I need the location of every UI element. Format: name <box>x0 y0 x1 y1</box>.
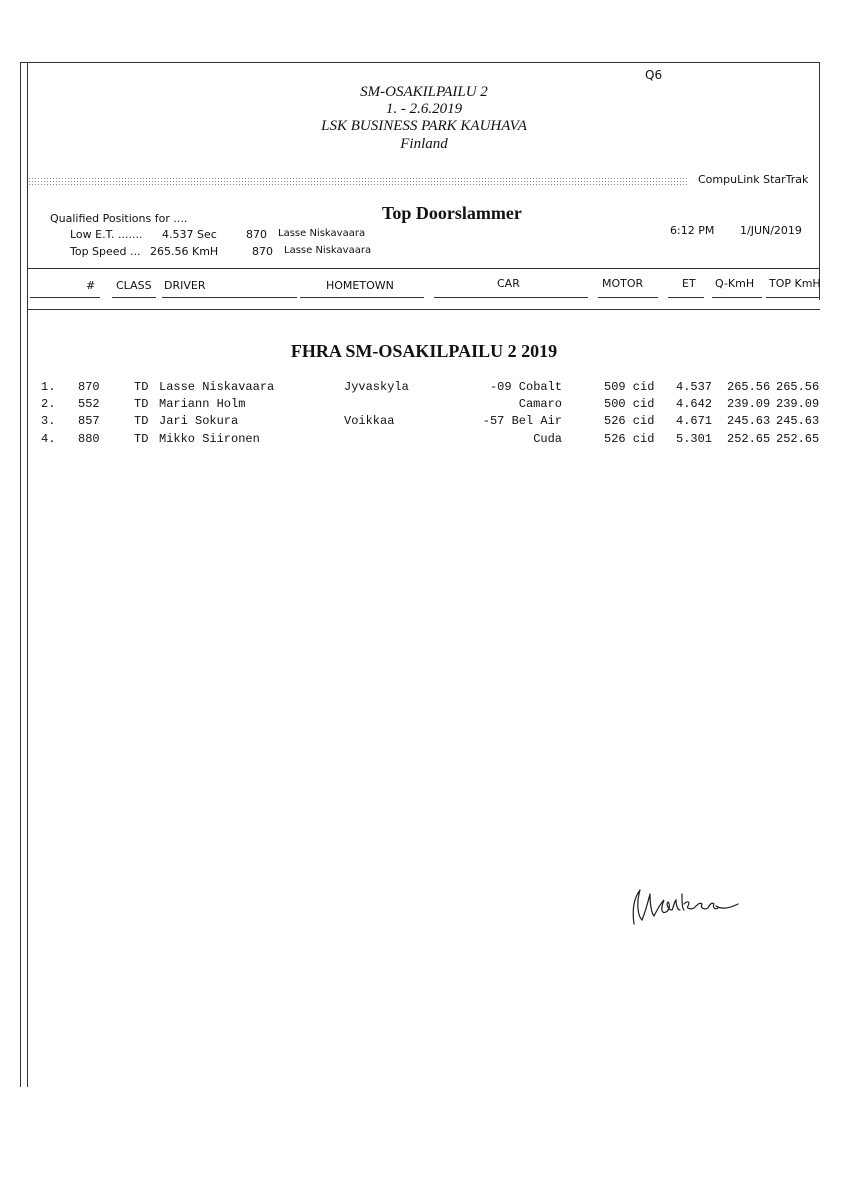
row-car: Camaro <box>518 397 562 411</box>
row-number: 552 <box>78 397 100 411</box>
row-position: 4. <box>41 432 56 446</box>
row-class: TD <box>134 414 149 428</box>
row-motor: 509 cid <box>604 380 655 394</box>
row-topkmh: 245.63 <box>776 414 820 428</box>
row-class: TD <box>134 432 149 446</box>
row-et: 5.301 <box>676 432 713 446</box>
row-driver: Jari Sokura <box>159 414 239 428</box>
row-class: TD <box>134 397 149 411</box>
row-qkmh: 245.63 <box>727 414 771 428</box>
report-date: 1/JUN/2019 <box>740 224 802 237</box>
qualified-heading: Qualified Positions for .... <box>50 212 188 225</box>
col-header-num: # <box>86 279 96 292</box>
row-motor: 500 cid <box>604 397 655 411</box>
col-header-driver: DRIVER <box>164 279 206 292</box>
signature <box>620 880 750 930</box>
row-et: 4.537 <box>676 380 713 394</box>
row-motor: 526 cid <box>604 414 655 428</box>
col-header-class: CLASS <box>116 279 152 292</box>
top-speed-label: Top Speed ... <box>70 245 141 258</box>
row-et: 4.642 <box>676 397 713 411</box>
low-et-value: 4.537 Sec <box>162 228 217 241</box>
row-motor: 526 cid <box>604 432 655 446</box>
row-hometown: Jyvaskyla <box>344 380 409 394</box>
row-number: 857 <box>78 414 100 428</box>
row-driver: Lasse Niskavaara <box>159 380 275 394</box>
report-time: 6:12 PM <box>670 224 715 237</box>
row-position: 1. <box>41 380 56 394</box>
event-venue: LSK BUSINESS PARK KAUHAVA <box>321 118 527 134</box>
col-header-qkmh: Q-KmH <box>715 277 755 290</box>
row-number: 870 <box>78 380 100 394</box>
row-number: 880 <box>78 432 100 446</box>
low-et-driver: Lasse Niskavaara <box>278 228 366 239</box>
row-position: 3. <box>41 414 56 428</box>
row-qkmh: 265.56 <box>727 380 771 394</box>
section-title: FHRA SM-OSAKILPAILU 2 2019 <box>290 341 558 361</box>
col-header-car: CAR <box>497 277 520 290</box>
row-car: -57 Bel Air <box>482 414 562 428</box>
row-qkmh: 239.09 <box>727 397 771 411</box>
event-name: SM-OSAKILPAILU 2 <box>360 84 488 100</box>
row-car: Cuda <box>533 432 562 446</box>
top-speed-number: 870 <box>252 245 273 258</box>
row-class: TD <box>134 380 149 394</box>
event-dates: 1. - 2.6.2019 <box>385 101 463 117</box>
top-speed-driver: Lasse Niskavaara <box>284 245 372 256</box>
row-car: -09 Cobalt <box>489 380 562 394</box>
class-title: Top Doorslammer <box>382 203 522 223</box>
event-country: Finland <box>400 136 448 152</box>
low-et-number: 870 <box>246 228 267 241</box>
row-topkmh: 265.56 <box>776 380 820 394</box>
row-driver: Mariann Holm <box>159 397 246 411</box>
row-qkmh: 252.65 <box>727 432 771 446</box>
row-driver: Mikko Siironen <box>159 432 260 446</box>
col-header-et: ET <box>682 277 696 290</box>
row-topkmh: 239.09 <box>776 397 820 411</box>
sheet-code: Q6 <box>645 68 663 82</box>
system-name: CompuLink StarTrak <box>698 173 809 186</box>
low-et-label: Low E.T. ....... <box>70 228 143 241</box>
col-header-hometown: HOMETOWN <box>326 279 394 292</box>
row-position: 2. <box>41 397 56 411</box>
col-header-topkmh: TOP KmH <box>769 277 821 290</box>
row-topkmh: 252.65 <box>776 432 820 446</box>
top-speed-value: 265.56 KmH <box>150 245 219 258</box>
row-et: 4.671 <box>676 414 713 428</box>
col-header-motor: MOTOR <box>602 277 644 290</box>
row-hometown: Voikkaa <box>344 414 395 428</box>
